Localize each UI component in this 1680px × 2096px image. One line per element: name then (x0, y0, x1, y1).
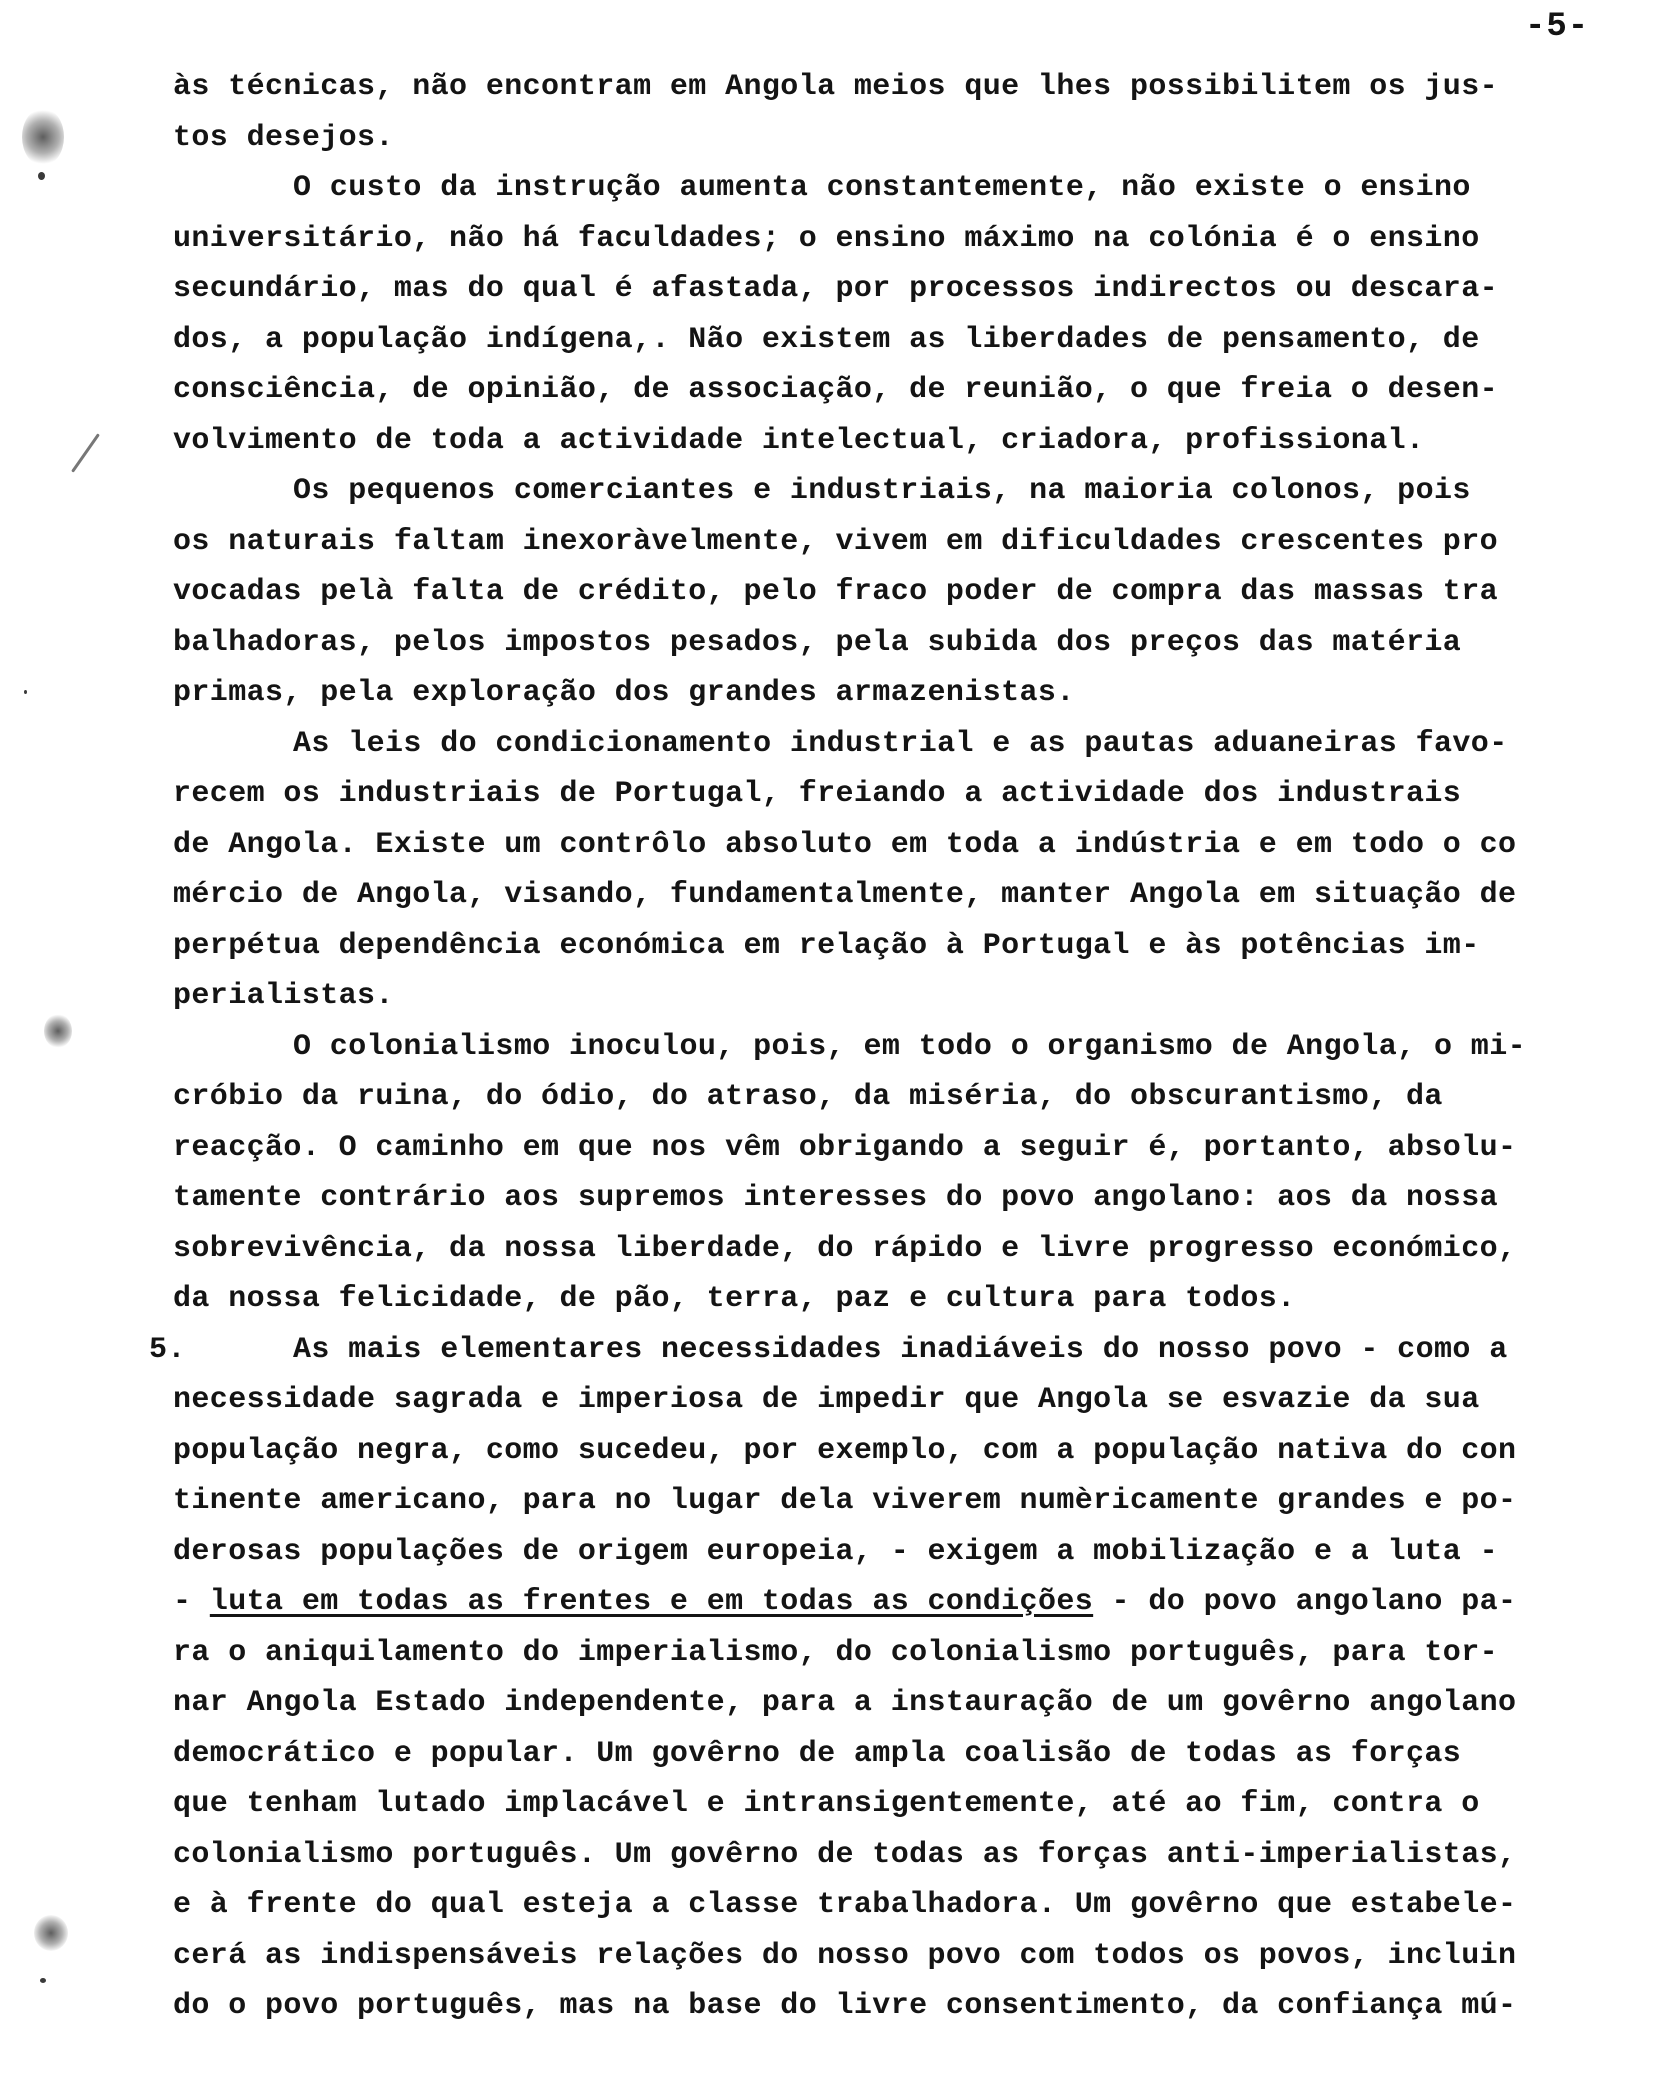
line-text: vocadas pelà falta de crédito, pelo fraco poder de compra das massas tra (173, 575, 1499, 609)
text-line (173, 1527, 1663, 1578)
line-text: secundário, mas do qual é afastada, por processos indirectos ou descara- (173, 272, 1499, 306)
text-line (173, 1577, 1663, 1628)
line-text: Os pequenos comerciantes e industriais, na maioria colonos, pois (293, 474, 1471, 508)
body-text (149, 62, 1663, 2032)
line-text: dos, a população indígena,. Não existem as liberdades de pensamento, de (173, 322, 1480, 357)
line-text: - (173, 1585, 210, 1619)
line-text: que tenham lutado implacável e intransigentemente, até ao fim, contra o (173, 1787, 1480, 1821)
text-line (173, 1123, 1663, 1174)
text-line (173, 1022, 1663, 1073)
page-number: -5- (1525, 8, 1590, 46)
line-text: mércio de Angola, visando, fundamentalmente, manter Angola em situação de (173, 878, 1517, 912)
line-text: cróbio da ruina, do ódio, do atraso, da miséria, do obscurantismo, da (173, 1080, 1443, 1114)
text-line (173, 113, 1663, 164)
line-text: perpétua dependência económica em relação à Portugal e às potências im- (173, 928, 1480, 963)
line-text: O colonialismo inoculou, pois, em todo o organismo de Angola, o mi- (293, 1029, 1526, 1064)
text-line (173, 1880, 1663, 1931)
scan-smudge-bottom (34, 1915, 68, 1951)
line-text: do o povo português, mas na base do livre consentimento, da confiança mú- (173, 1989, 1517, 2023)
scan-smudge-top (22, 108, 64, 166)
text-line (173, 1931, 1663, 1982)
line-text: As leis do condicionamento industrial e as pautas aduaneiras favo- (293, 726, 1508, 761)
line-text: cerá as indispensáveis relações do nosso povo com todos os povos, incluin (173, 1938, 1517, 1973)
text-line (173, 820, 1663, 871)
line-text: população negra, como sucedeu, por exemplo, com a população nativa do con (173, 1433, 1517, 1468)
text-line (173, 870, 1663, 921)
text-line (173, 62, 1663, 113)
text-line (173, 1072, 1663, 1123)
line-text: tamente contrário aos supremos interesses do povo angolano: aos da nossa (173, 1181, 1499, 1215)
text-line (173, 668, 1663, 719)
text-line (173, 567, 1663, 618)
line-text: primas, pela exploração dos grandes armazenistas. (173, 676, 1075, 710)
scan-speck (38, 172, 45, 180)
line-text: tos desejos. (173, 120, 394, 155)
line-text: perialistas. (173, 979, 394, 1013)
text-line (173, 416, 1663, 467)
scan-speck (24, 690, 27, 694)
text-line (173, 365, 1663, 416)
line-text: recem os industriais de Portugal, freiando a actividade dos industrais (173, 777, 1462, 811)
line-text: os naturais faltam inexoràvelmente, vivem em dificuldades crescentes pro (173, 524, 1499, 559)
scan-smudge-middle (44, 1014, 72, 1048)
text-line (173, 1981, 1663, 2032)
text-line (173, 1729, 1663, 1780)
text-line (173, 921, 1663, 972)
text-line (173, 1173, 1663, 1224)
text-line (173, 264, 1663, 315)
text-line (173, 618, 1663, 669)
text-line (173, 214, 1663, 265)
line-text: As mais elementares necessidades inadiáveis do nosso povo - como a (293, 1332, 1508, 1367)
margin-pencil-mark (71, 433, 100, 472)
section-marker: 5. (149, 1332, 186, 1367)
line-text: universitário, não há faculdades; o ensino máximo na colónia é o ensino (173, 221, 1480, 256)
text-line (173, 1678, 1663, 1729)
text-line (173, 1224, 1663, 1275)
line-text: democrático e popular. Um govêrno de ampla coalisão de todas as forças (173, 1736, 1462, 1771)
text-line (173, 1830, 1663, 1881)
text-line (173, 769, 1663, 820)
line-text: às técnicas, não encontram em Angola meios que lhes possibilitem os jus- (173, 70, 1499, 104)
text-line (173, 163, 1663, 214)
text-line (173, 971, 1663, 1022)
text-line (173, 517, 1663, 568)
line-text: volvimento de toda a actividade intelectual, criadora, profissional. (173, 423, 1425, 458)
line-text: sobrevivência, da nossa liberdade, do rápido e livre progresso económico, (173, 1231, 1517, 1266)
text-line (173, 1779, 1663, 1830)
line-text: nar Angola Estado independente, para a instauração de um govêrno angolano (173, 1686, 1517, 1720)
line-text: O custo da instrução aumenta constantemente, não existe o ensino (293, 171, 1471, 205)
text-line (173, 1274, 1663, 1325)
text-line (173, 315, 1663, 366)
line-text: - do povo angolano pa- (1093, 1585, 1517, 1619)
line-text: necessidade sagrada e imperiosa de impedir que Angola se esvazie da sua (173, 1383, 1480, 1417)
line-text: de Angola. Existe um contrôlo absoluto em toda a indústria e em todo o co (173, 827, 1517, 862)
line-text: reacção. O caminho em que nos vêm obrigando a seguir é, portanto, absolu- (173, 1130, 1517, 1165)
underlined-phrase: luta em todas as frentes e em todas as condições (209, 1585, 1094, 1619)
text-line (173, 719, 1663, 770)
text-line (173, 1628, 1663, 1679)
line-text: derosas populações de origem europeia, - exigem a mobilização e a luta - (173, 1534, 1499, 1569)
line-text: consciência, de opinião, de associação, de reunião, o que freia o desen- (173, 373, 1499, 407)
scan-speck (40, 1978, 46, 1983)
line-text: tinente americano, para no lugar dela viverem numèricamente grandes e po- (173, 1484, 1517, 1518)
line-text: balhadoras, pelos impostos pesados, pela subida dos preços das matéria (173, 625, 1462, 660)
text-line (149, 1325, 1663, 1376)
line-text: da nossa felicidade, de pão, terra, paz e cultura para todos. (173, 1282, 1296, 1316)
text-line (173, 1375, 1663, 1426)
line-text: colonialismo português. Um govêrno de todas as forças anti-imperialistas, (173, 1837, 1517, 1872)
line-text: e à frente do qual esteja a classe trabalhadora. Um govêrno que estabele- (173, 1888, 1517, 1922)
text-line (173, 466, 1663, 517)
text-line (173, 1476, 1663, 1527)
text-line (173, 1426, 1663, 1477)
line-text: ra o aniquilamento do imperialismo, do colonialismo português, para tor- (173, 1635, 1499, 1670)
